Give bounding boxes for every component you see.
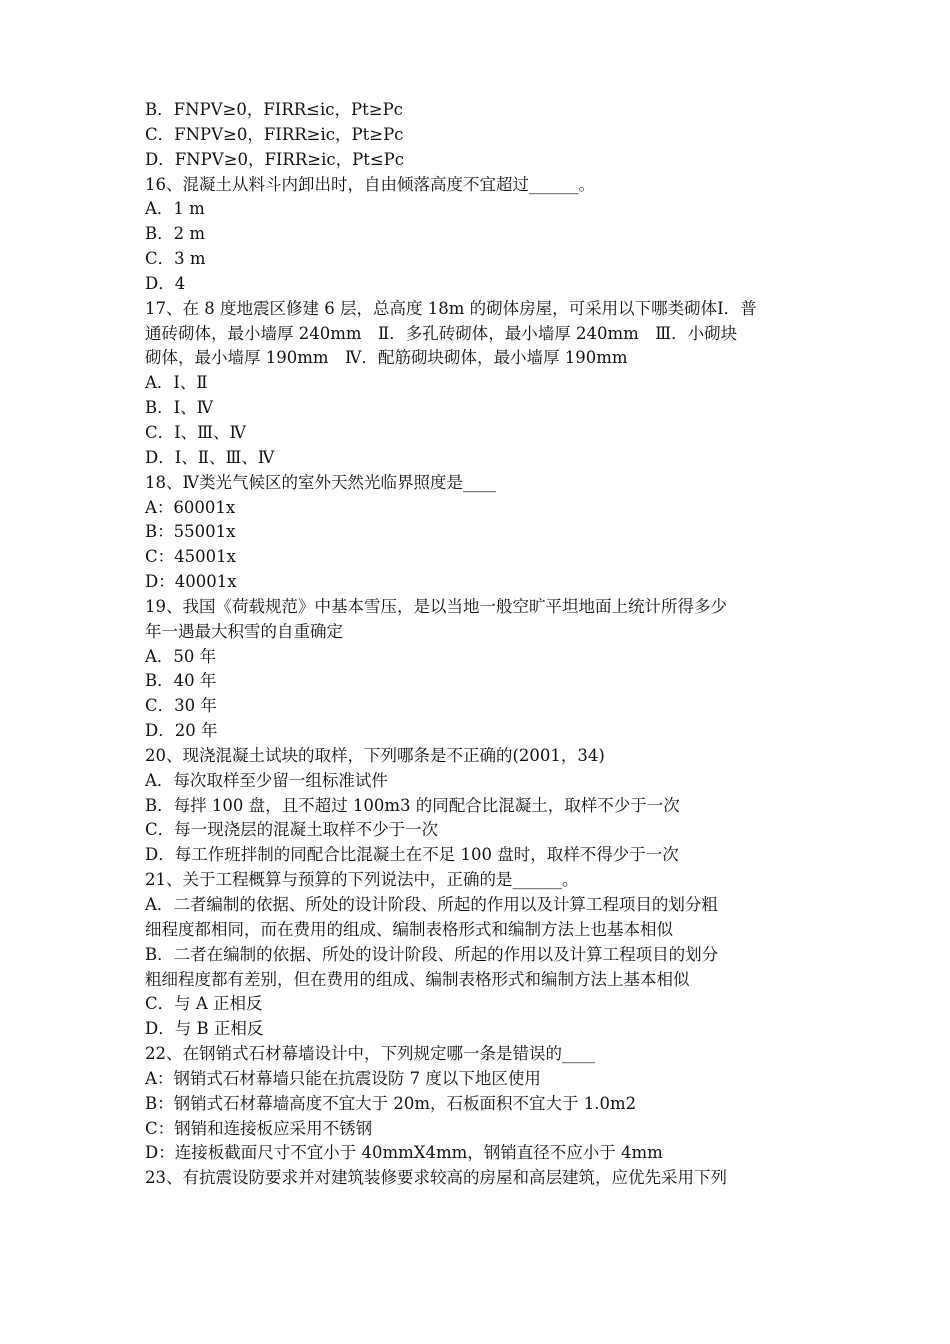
text-line: C．30 年 [145, 696, 217, 716]
text-line: C．FNPV≥0，FIRR≥ic，Pt≥Pc [145, 124, 404, 144]
text-line: B．40 年 [145, 671, 217, 691]
text-line: C．每一现浇层的混凝土取样不少于一次 [145, 820, 439, 840]
text-line: B．二者在编制的依据、所处的设计阶段、所起的作用以及计算工程项目的划分 [145, 944, 719, 964]
text-line: B：钢销式石材幕墙高度不宜大于 20m，石板面积不宜大于 1.0m2 [145, 1093, 637, 1113]
text-line: D．与 B 正相反 [145, 1019, 264, 1039]
text-line: 22、在钢销式石材幕墙设计中，下列规定哪一条是错误的____ [145, 1044, 595, 1064]
text-line: D．20 年 [145, 721, 218, 741]
text-line: D：连接板截面尺寸不宜小于 40mmX4mm，钢销直径不应小于 4mm [145, 1143, 663, 1163]
text-line: B．Ⅰ、Ⅳ [145, 398, 214, 418]
text-line: 23、有抗震设防要求并对建筑装修要求较高的房屋和高层建筑，应优先采用下列 [145, 1168, 727, 1188]
text-line: 通砖砌体，最小墙厚 240mm Ⅱ．多孔砖砌体，最小墙厚 240mm Ⅲ．小砌块 [145, 323, 738, 343]
text-line: 粗细程度都有差别，但在费用的组成、编制表格形式和编制方法上基本相似 [145, 969, 690, 989]
text-line: D：40001x [145, 572, 237, 592]
text-line: 21、关于工程概算与预算的下列说法中，正确的是______。 [145, 870, 579, 890]
text-line: B．每拌 100 盘，且不超过 100m3 的同配合比混凝土，取样不少于一次 [145, 795, 680, 815]
document-page [145, 98, 825, 1191]
text-line: A．Ⅰ、Ⅱ [145, 373, 208, 393]
text-line: D．每工作班拌制的同配合比混凝土在不足 100 盘时，取样不得少于一次 [145, 845, 679, 865]
text-line: A．50 年 [145, 646, 217, 666]
text-line: C．与 A 正相反 [145, 994, 263, 1014]
text-line: B．2 m [145, 224, 206, 244]
text-line: D．Ⅰ、Ⅱ、Ⅲ、Ⅳ [145, 447, 275, 467]
text-line: D．FNPV≥0，FIRR≥ic，Pt≤Pc [145, 149, 405, 169]
text-line: 19、我国《荷载规范》中基本雪压，是以当地一般空旷平坦地面上统计所得多少 [145, 596, 727, 616]
text-line: D．4 [145, 273, 186, 293]
text-line: A：钢销式石材幕墙只能在抗震设防 7 度以下地区使用 [145, 1068, 541, 1088]
text-line: B．FNPV≥0，FIRR≤ic，Pt≥Pc [145, 100, 403, 119]
text-line: 20、现浇混凝土试块的取样，下列哪条是不正确的(2001，34) [145, 745, 605, 765]
text-line: 细程度都相同，而在费用的组成、编制表格形式和编制方法上也基本相似 [145, 919, 673, 939]
text-line: A：60001x [145, 497, 236, 517]
text-line: C：钢销和连接板应采用不锈钢 [145, 1118, 373, 1138]
text-line: 17、在 8 度地震区修建 6 层，总高度 18m 的砌体房屋，可采用以下哪类砌体Ⅰ．普 [145, 298, 757, 318]
text-line: 年一遇最大积雪的自重确定 [145, 621, 343, 641]
text-line: A．每次取样至少留一组标准试件 [145, 770, 388, 790]
text-line: C：45001x [145, 547, 236, 567]
text-line: B：55001x [145, 522, 236, 542]
text-line: A．二者编制的依据、所处的设计阶段、所起的作用以及计算工程项目的划分粗 [145, 895, 718, 914]
text-line: A．1 m [145, 199, 205, 219]
text-line: 砌体，最小墙厚 190mm Ⅳ．配筋砌块砌体，最小墙厚 190mm [145, 348, 628, 368]
text-line: 18、Ⅳ类光气候区的室外天然光临界照度是____ [145, 472, 496, 492]
text-line: 16、混凝土从料斗内卸出时，自由倾落高度不宜超过______。 [145, 174, 595, 194]
text-line: C．Ⅰ、Ⅲ、Ⅳ [145, 422, 247, 442]
text-line: C．3 m [145, 249, 206, 269]
